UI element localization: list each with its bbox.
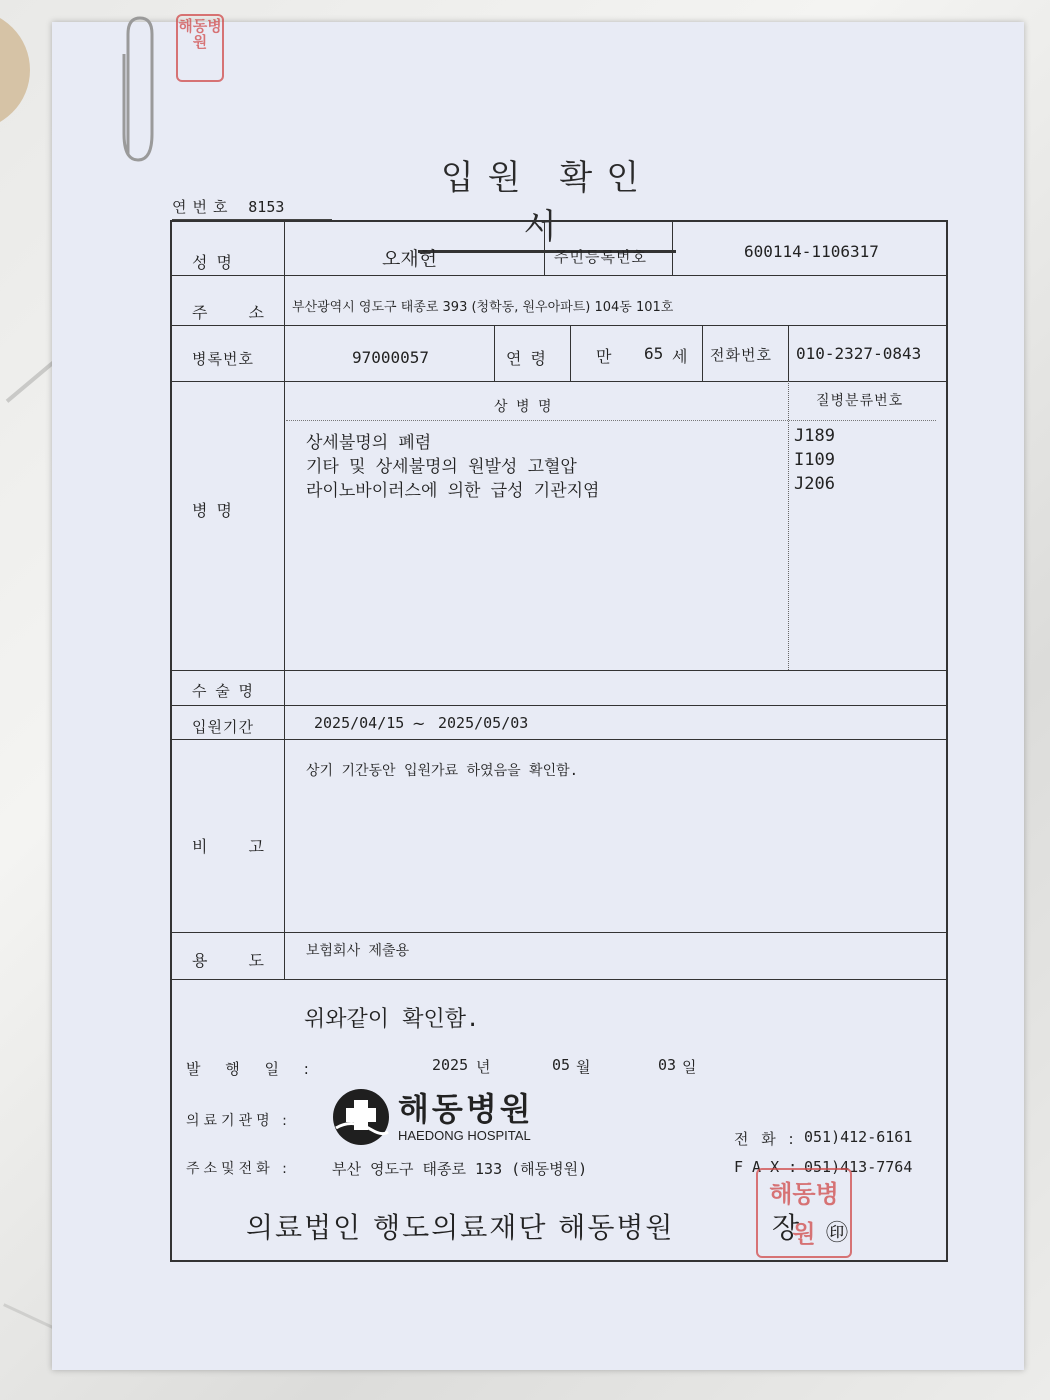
age-label: 연 령 [506, 349, 548, 368]
certificate-table [170, 220, 948, 1262]
hospital-address: 부산 영도구 태종로 133 (해동병원) [332, 1160, 588, 1178]
hospital-cross-icon [332, 1088, 390, 1146]
discharge-date: 2025/05/03 [438, 714, 529, 732]
period-label: 입원기간 [192, 718, 254, 736]
diagnosis-name: 상세불명의 폐렴 [306, 433, 432, 453]
institution-label: 의료기관명 : [186, 1113, 291, 1129]
purpose-text: 보험회사 제출용 [306, 943, 410, 959]
surgery-label: 수 술 명 [192, 682, 256, 700]
rrn-value: 600114-1106317 [744, 242, 879, 261]
signature-line: 의료법인 행도의료재단 해동병원 [246, 1211, 675, 1244]
age-prefix: 만 [596, 347, 612, 366]
admission-date: 2025/04/15 [314, 714, 405, 732]
diagnosis-code: J206 [794, 474, 835, 494]
diagnosis-code: J189 [794, 426, 835, 446]
month-unit: 월 [576, 1058, 591, 1076]
background-vein [6, 361, 55, 403]
name-label: 성 명 [192, 253, 234, 272]
hospital-name-en: HAEDONG HOSPITAL [398, 1128, 531, 1143]
tel-label: 전 화 : [734, 1130, 798, 1148]
tel-value: 051)412-6161 [804, 1128, 913, 1146]
confirmation-text: 위와같이 확인함. [304, 1007, 480, 1032]
year-unit: 년 [476, 1058, 491, 1076]
paper-clip-icon [118, 14, 154, 164]
disease-header: 상 병 명 [494, 399, 554, 415]
age-value: 65 [644, 344, 664, 363]
purpose-label: 용 도 [192, 951, 282, 970]
serial-number [172, 196, 332, 220]
rrn-label: 주민등록번호 [554, 248, 647, 266]
fax-value: 051)413-7764 [804, 1158, 913, 1176]
day-unit: 일 [682, 1058, 697, 1076]
serial-label: 연번호 [172, 198, 234, 216]
hospital-name-ko: 해동병원 [398, 1090, 534, 1128]
period-separator: ~ [412, 714, 426, 733]
diagnosis-name: 라이노바이러스에 의한 급성 기관지염 [306, 481, 600, 501]
patient-address: 부산광역시 영도구 태종로 393 (청학동, 원우아파트) 104동 101호 [292, 300, 674, 315]
hospital-seal: 해동병원 [756, 1168, 852, 1258]
address-phone-label: 주소및전화 : [186, 1161, 291, 1177]
disease-label: 병 명 [192, 501, 234, 520]
hospital-logo [332, 1088, 552, 1152]
issue-date-label: 발 행 일 : [186, 1060, 319, 1078]
signature-suffix: 장 [772, 1211, 800, 1244]
folder-edge [0, 10, 30, 130]
seal-mark: ㊞ [826, 1221, 849, 1246]
address-label: 주 소 [192, 303, 282, 322]
code-header: 질병분류번호 [816, 393, 904, 409]
fax-label: F A X : [734, 1158, 798, 1176]
issue-day: 03 [658, 1056, 677, 1074]
diagnosis-code: I109 [794, 450, 835, 470]
remarks-label: 비 고 [192, 837, 282, 856]
chart-number: 97000057 [352, 348, 430, 367]
document-title: 입원 확인서 [418, 150, 676, 253]
remarks-text: 상기 기간동안 입원가료 하였음을 확인함. [306, 763, 579, 779]
phone-value: 010-2327-0843 [796, 344, 922, 363]
phone-label: 전화번호 [710, 346, 772, 364]
hospital-seal-top: 해동병원 [176, 14, 224, 82]
chart-number-label: 병록번호 [192, 350, 254, 368]
issue-month: 05 [552, 1056, 571, 1074]
diagnosis-name: 기타 및 상세불명의 원발성 고혈압 [306, 457, 577, 477]
patient-name: 오재헌 [382, 248, 438, 270]
issue-year: 2025 [432, 1056, 469, 1074]
age-unit: 세 [672, 347, 688, 366]
serial-value: 8153 [248, 198, 285, 216]
